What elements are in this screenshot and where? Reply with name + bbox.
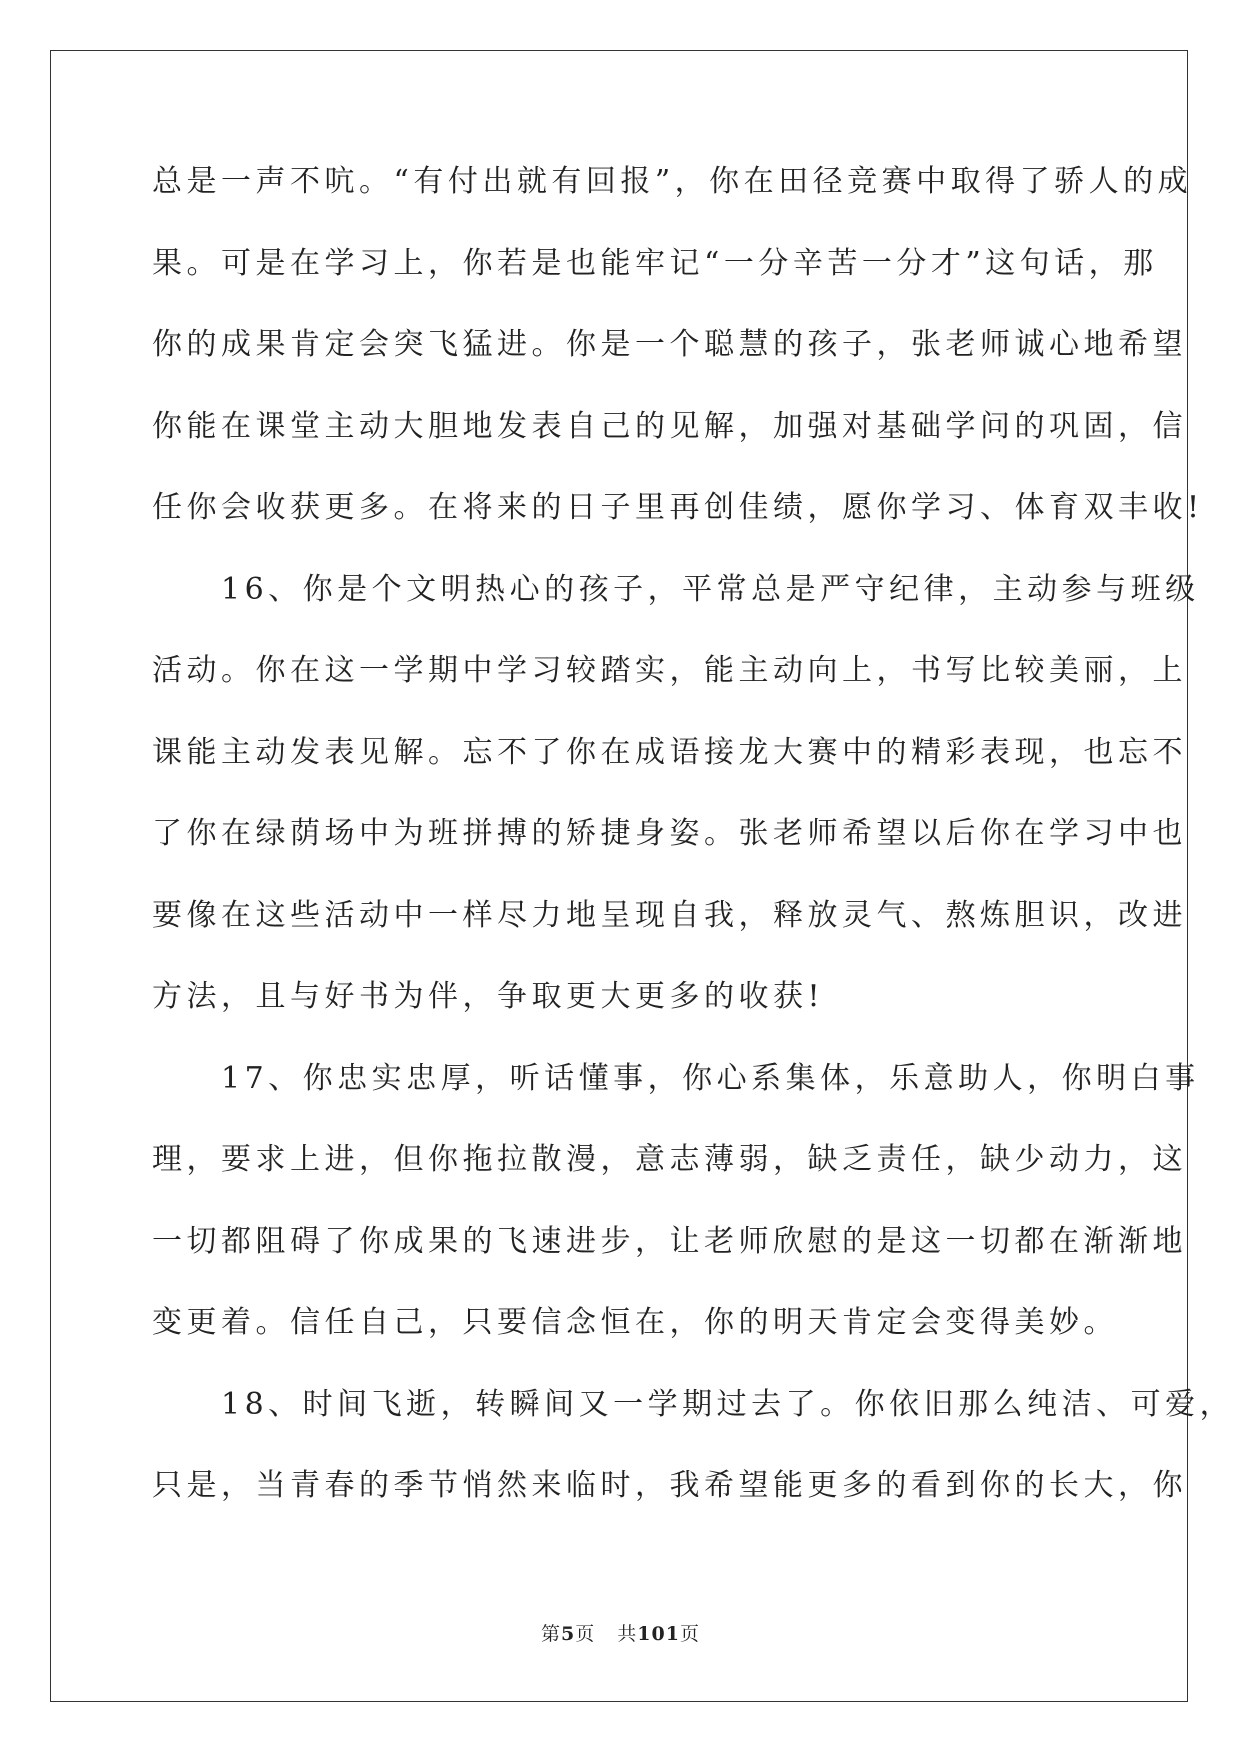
- text-line: 了你在绿荫场中为班拼搏的矫捷身姿。张老师希望以后你在学习中也: [152, 816, 1187, 851]
- page-suffix: 页: [575, 1623, 596, 1645]
- text-line: 你能在课堂主动大胆地发表自己的见解，加强对基础学问的巩固，信: [152, 408, 1187, 444]
- document-body: [152, 162, 1235, 1548]
- text-line: 总是一声不吭。“有付出就有回报”，你在田径竞赛中取得了骄人的成: [152, 164, 1193, 199]
- page-footer: [0, 1622, 1241, 1646]
- text-line: 要像在这些活动中一样尽力地呈现自我，释放灵气、熬炼胆识，改进: [152, 897, 1187, 933]
- text-line: 课能主动发表见解。忘不了你在成语接龙大赛中的精彩表现，也忘不: [152, 734, 1187, 770]
- text-line: 果。可是在学习上，你若是也能牢记“一分辛苦一分才”这句话，那: [152, 245, 1158, 281]
- text-line: 理，要求上进，但你拖拉散漫，意志薄弱，缺乏责任，缺少动力，这: [152, 1142, 1187, 1177]
- page-number: 5: [561, 1623, 576, 1645]
- text-line: 16、你是个文明热心的孩子，平常总是严守纪律，主动参与班级: [152, 571, 1200, 607]
- text-line: 任你会收获更多。在将来的日子里再创佳绩，愿你学习、体育双丰收!: [152, 490, 1204, 525]
- text-line: 一切都阻碍了你成果的飞速进步，让老师欣慰的是这一切都在渐渐地: [152, 1223, 1187, 1259]
- text-line: 变更着。信任自己，只要信念恒在，你的明天肯定会变得美妙。: [152, 1305, 1118, 1340]
- text-line: 只是，当青春的季节悄然来临时，我希望能更多的看到你的长大，你: [152, 1468, 1187, 1503]
- total-prefix: 共: [617, 1623, 638, 1645]
- page-prefix: 第: [541, 1623, 562, 1645]
- text-line: 17、你忠实忠厚，听话懂事，你心系集体，乐意助人，你明白事: [152, 1060, 1200, 1096]
- text-line: 你的成果肯定会突飞猛进。你是一个聪慧的孩子，张老师诚心地希望: [152, 327, 1187, 362]
- total-pages: 101: [637, 1623, 680, 1645]
- text-line: 18、时间飞逝，转瞬间又一学期过去了。你依旧那么纯洁、可爱，: [152, 1386, 1235, 1422]
- text-line: 方法，且与好书为伴，争取更大更多的收获!: [152, 979, 825, 1014]
- total-suffix: 页: [679, 1623, 700, 1645]
- text-line: 活动。你在这一学期中学习较踏实，能主动向上，书写比较美丽，上: [152, 653, 1187, 688]
